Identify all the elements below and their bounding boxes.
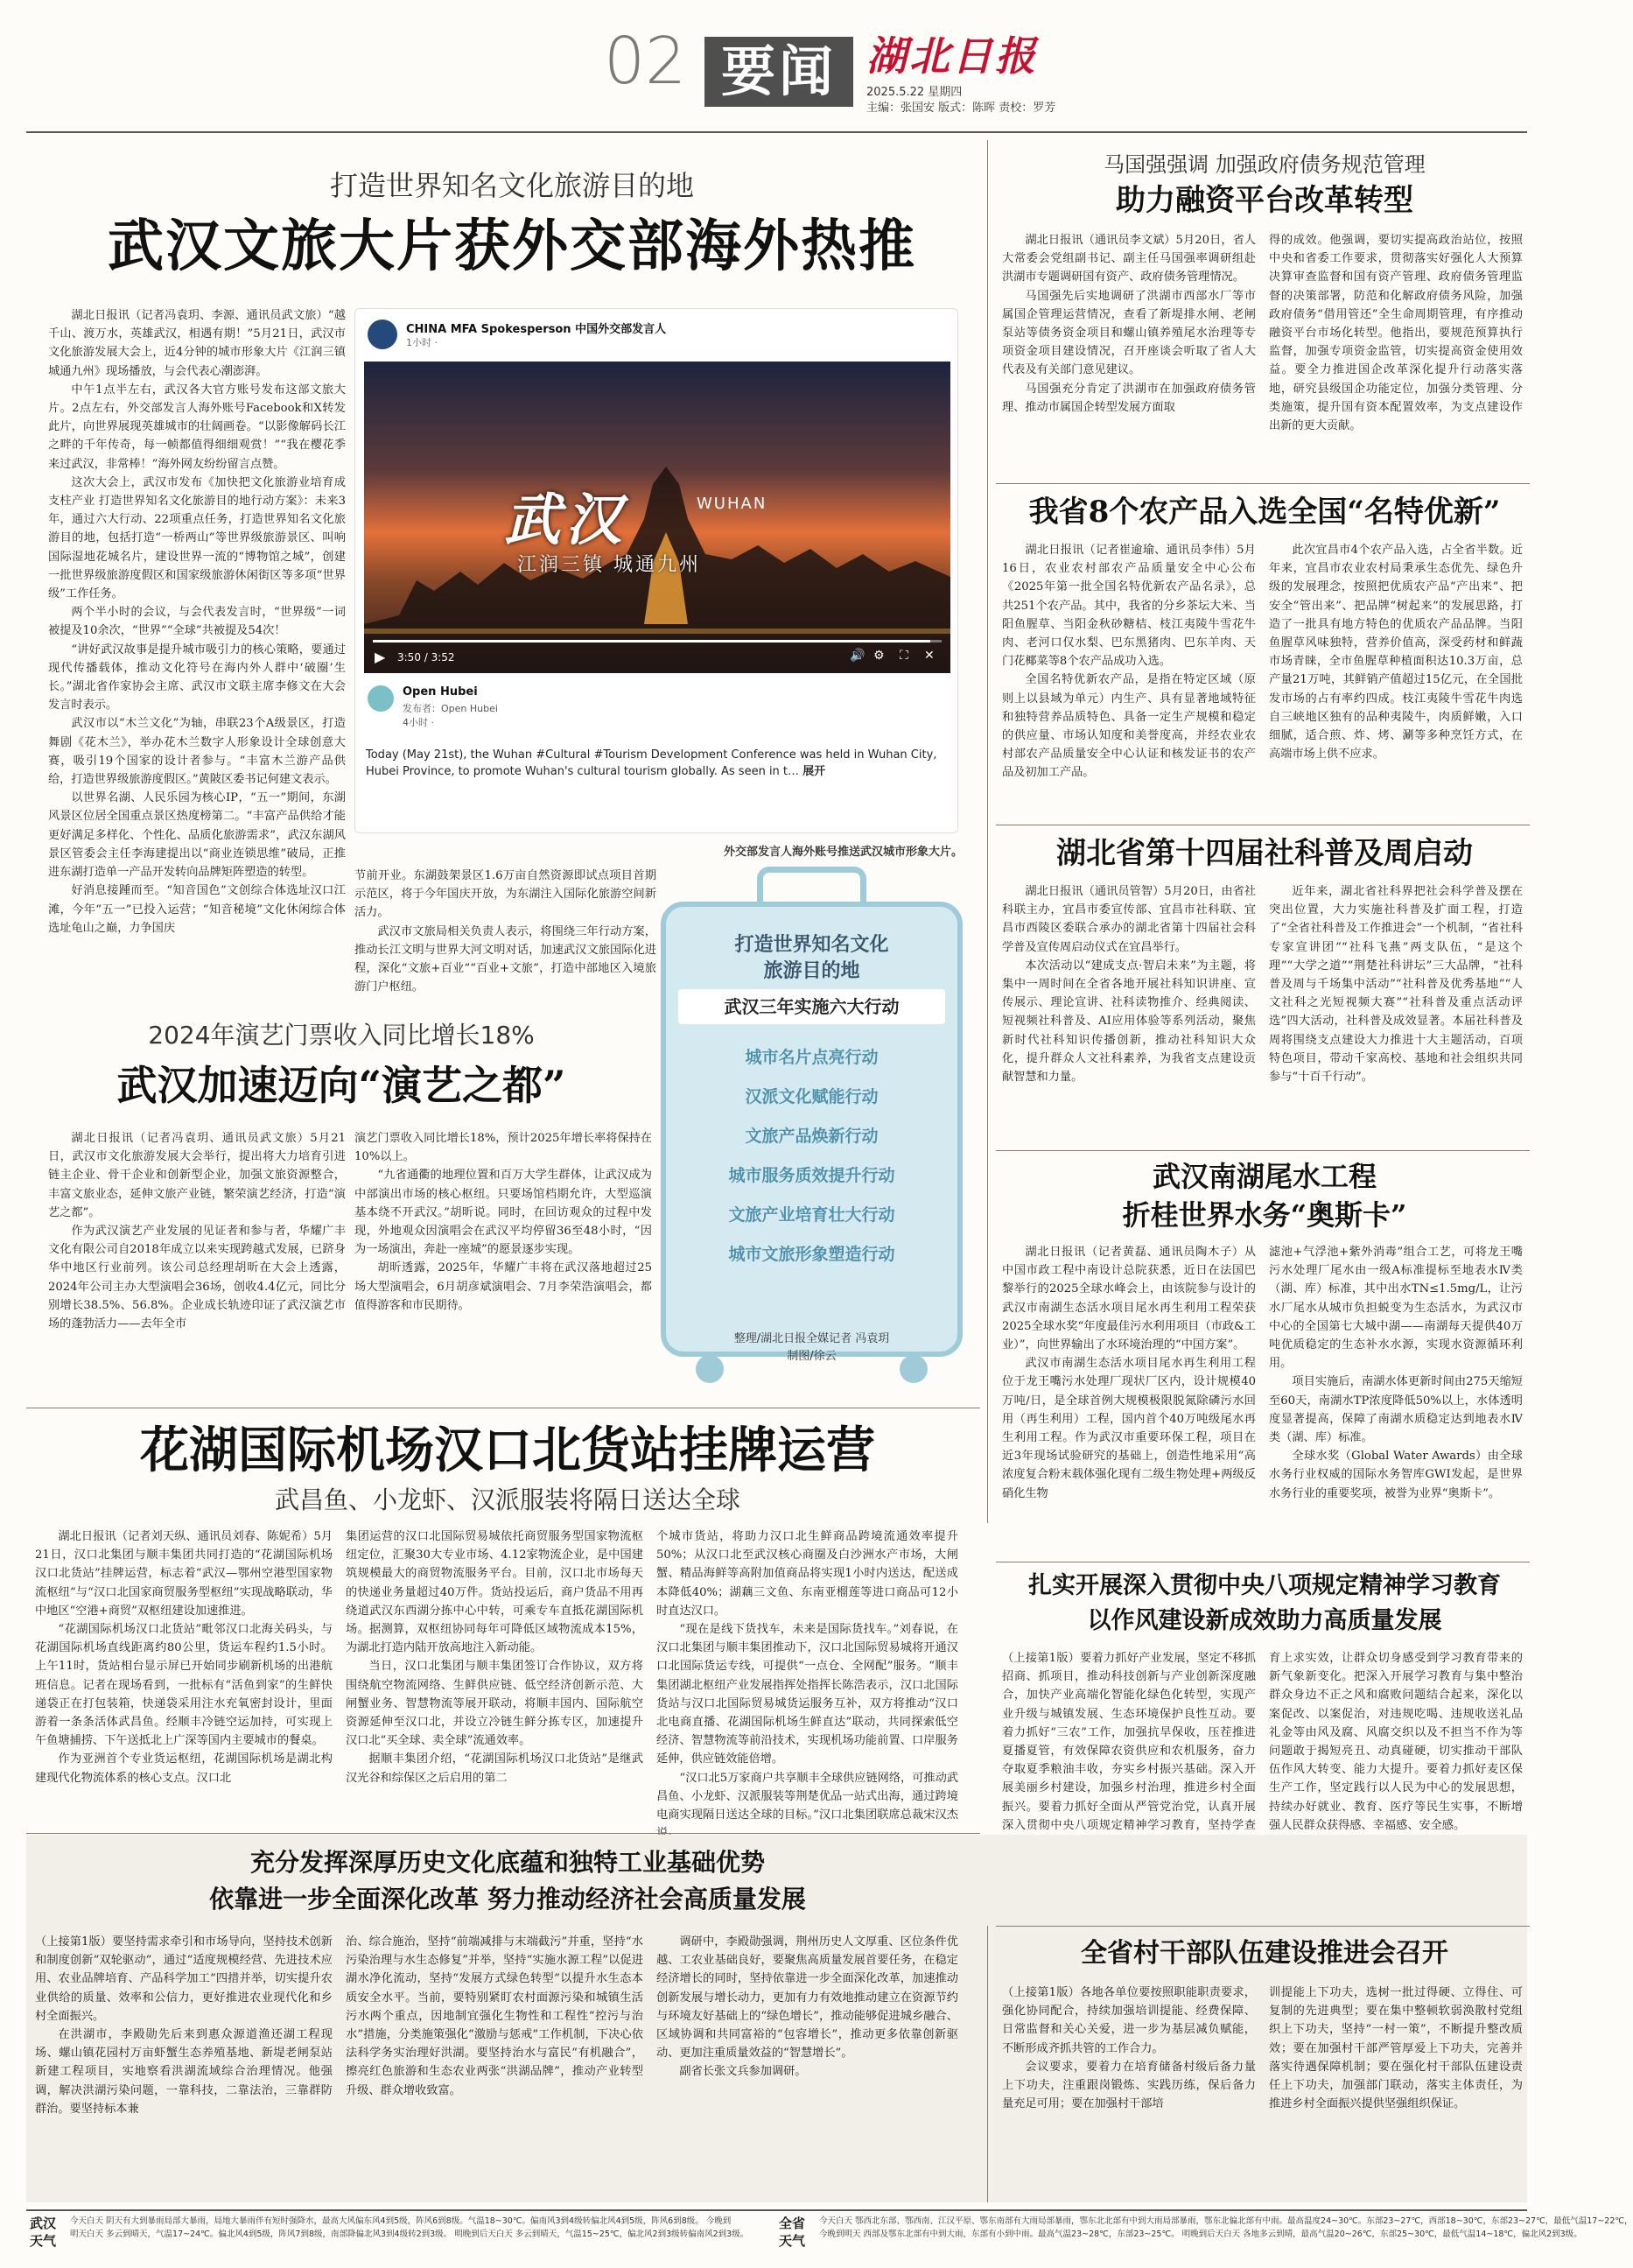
art3-col1 — [35, 1527, 333, 1821]
art3-para: 作为亚洲首个专业货运枢纽，花湖国际机场是湖北构建现代化物流体系的核心支点。汉口北 — [35, 1752, 333, 1785]
lead-para: 武汉市以“木兰文化”为轴，串联23个A级景区，打造舞剧《花木兰》，举办花木兰数字人形象设计全球创意大赛，吸引19个国家的设计者参与。“丰富木兰游产品供给，打造世界级旅游度假区。”黄陂区委书记何建文表示。 — [48, 717, 346, 787]
weather-province-line: 今天白天 鄂西北东部、鄂西南、江汉平原、鄂东南部有大雨局部暴雨，鄂东北北部有中到大雨局部暴雨，鄂东北偏北部有中雨。最高温度24~30℃。东部23~27℃，西部18~30℃，东部23~27℃，最低气温17~22℃， — [819, 2216, 1633, 2226]
shared-time: 4小时 · — [403, 717, 434, 728]
right1-para: 湖北日报讯（通讯员李文斌）5月20日，省人大常委会党组副书记、副主任马国强率调研组赴洪湖市专题调研国有资产、政府债务管理情况。 — [1002, 234, 1256, 284]
bottom-right-para: 会议要求，要着力在培育储备村级后备力量上下功夫，注重跟岗锻炼、实践历练，保后备力量充足可用；要在加强村干部培 — [1002, 2060, 1256, 2111]
bottom-left-col2 — [346, 1933, 643, 2195]
right1-para: 马国强先后实地调研了洪湖市西部水厂等市属国企管理运营情况，查看了新堤排水闸、老闸泵站等债务资金项目和螺山镇养殖尾水治理等专项资金项目建设情况，召开座谈会听取了省人大代表及有关部门意见建议。 — [1002, 289, 1256, 377]
video-subtitle: 江润三镇 城通九州 — [517, 554, 701, 576]
right2-para: 此次宜昌市4个农产品入选，占全省半数。近年来，宜昌市农业农村局秉承生态优先、绿色升级的发展理念，按照把优质农产品“产出来”、把安全“管出来”、把品牌“树起来”的发展思路，打造了一批具有地方特色的优质农产品品牌。当阳鱼腥草风味独特，营养价值高，深受药材和鲜蔬市场青睐，全市鱼腥草种植面积达10.3万亩，总产量21万吨，其鲜销产值超过15亿元，在全国批发市场的占有率约四成。枝江夷陵牛雪花牛肉选自三峡地区独有的品种夷陵牛，肉质鲜嫩，入口细腻，适合煎、炸、烤、涮等多种烹饪方式，在高端市场上供不应求。 — [1269, 544, 1523, 762]
post-text-body: Today (May 21st), the Wuhan #Cultural #Tourism Development Conference was held in Wuhan City, Hubei Province, to promote Wuhan's cultural tourism globally. As seen in t… — [366, 748, 937, 778]
art3-col2 — [346, 1527, 643, 1821]
lead-body — [48, 306, 346, 1024]
right4-col1 — [1002, 1243, 1256, 1551]
card-title-2: 旅游目的地 — [763, 959, 860, 982]
right5-headline-2: 以作风建设新成效助力高质量发展 — [1087, 1607, 1442, 1634]
right2-col1 — [1002, 541, 1256, 812]
card-handle — [757, 867, 866, 906]
video-time: 3:50 / 3:52 — [397, 651, 455, 664]
right2-para: 全国名特优新农产品，是指在特定区域（原则上以县域为单元）内生产、具有显著地域特征和独特营养品质特色、具备一定生产规模和稳定的供应量、市场认知度和美誉度高，并经农业农村部农产品质量安全中心认证和核发证书的农产品及初加工产品。 — [1002, 673, 1256, 780]
lead-para: 好消息接踵而至。“知音国色”文创综合体选址汉口江滩，今年“五一”已投入运营；“知音秘境”文化休闲综合体选址龟山之巅，力争国庆 — [48, 884, 346, 935]
card-credit-2: 制图/徐云 — [787, 1350, 837, 1363]
right4-para: 滤池+气浮池+紫外消毒”组合工艺，可将龙王嘴污水处理厂尾水由一级A标准提标至地表水Ⅳ类（湖、库）标准，其中出水TN≤1.5mg/L，让污水厂尾水从城市负担蜕变为生态活水，为武汉市中心的全国第七大城中湖——南湖每天提供40万吨优质稳定的生态补水水源，实现水资源循环利用。 — [1269, 1246, 1523, 1371]
card-item: 城市名片点亮行动 — [745, 1048, 879, 1067]
lead-para: 以世界名湖、人民乐园为核心IP，“五一”期间，东湖风景区位居全国重点景区热度榜第二。“丰富产品供给才能更好满足多样化、个性化、品质化旅游需求”，武汉东湖风景区管委会主任李海建提出以“商业连锁思维”破局，正推进东湖打造单一产品开发转向品牌矩阵塑造的转型。 — [48, 791, 346, 880]
paper-logo: 湖北日报 — [866, 32, 1038, 80]
weather-province-label — [779, 2215, 814, 2250]
card-list — [678, 1038, 945, 1274]
weather-tian: 天气 — [30, 2233, 57, 2249]
art2-para: “九省通衢的地理位置和百万大学生群体，让武汉成为中部演出市场的核心枢纽。只要场馆档期允许，大型巡演基本绕不开武汉。”胡昕说。同时，在回访观众的过程中发现，外地观众因演唱会在武汉平均停留36至48小时，“因为一场演出，奔赴一座城”的愿景逐步实现。 — [354, 1169, 652, 1257]
weather-province-text — [819, 2215, 1633, 2253]
video-player[interactable] — [364, 362, 950, 673]
weather-province: 全省 — [779, 2215, 806, 2231]
play-icon[interactable]: ▶ — [375, 649, 386, 665]
weather-rule — [26, 2209, 1527, 2211]
shared-by: 发布者：Open Hubei — [403, 703, 498, 714]
right4-headline-2: 折桂世界水务“奥斯卡” — [1122, 1198, 1407, 1232]
section-title: 要闻 — [720, 39, 837, 103]
video-title: 武汉 — [504, 488, 627, 553]
divider — [26, 1833, 980, 1834]
right4-headline-1: 武汉南湖尾水工程 — [1152, 1160, 1377, 1193]
weather-wuhan-line: 今天白天 阴天有大到暴雨局部大暴雨，局地大暴雨伴有短时强降水，最高大风偏东风4到5级，阵风6到8级。气温18~30℃。偏南风3到4级转偏北风4到5级，阵风6到8级。 今晚到 — [70, 2216, 732, 2226]
art2-para: 湖北日报讯（记者冯袁玥、通讯员武文旅）5月21日，武汉市文化旅游发展大会举行，提出将大力培育引进链主企业、骨干企业和创新型企业，加强文旅资源整合，丰富文旅业态，延伸文旅产业链，繁荣演艺经济，打造“演艺之都”。 — [48, 1132, 346, 1219]
right1-para: 马国强充分肯定了洪湖市在加强政府债务管理、推动市属国企转型发展方面取 — [1002, 382, 1256, 414]
lead-para: 湖北日报讯（记者冯袁玥、李源、通讯员武文旅）“越千山、渡万水，英雄武汉，相遇有期！”5月21日，武汉市文化旅游发展大会上，近4分钟的城市形象大片《江润三镇 城通九州》现场播放，与会代表心潮澎湃。 — [48, 309, 346, 378]
lead-headline: 武汉文旅大片获外交部海外热推 — [108, 214, 916, 279]
weather-city: 武汉 — [30, 2215, 57, 2231]
bottom-left-col3 — [656, 1933, 958, 2195]
art2-col1 — [48, 1129, 346, 1392]
divider — [996, 1926, 1530, 1927]
bottom-right-para: （上接第1版）各地各单位要按照职能职责要求，强化协同配合，持续加强培训提能、经费保障、日常监督和关心关爱，进一步为基层减负赋能，不断形成齐抓共管的工作合力。 — [1002, 1986, 1256, 2055]
city-skyline — [364, 362, 950, 673]
art2-para: 演艺门票收入同比增长18%，预计2025年增长率将保持在10%以上。 — [354, 1132, 652, 1164]
weather-wuhan — [70, 2215, 770, 2253]
bottom-right-headline: 全省村干部队伍建设推进会召开 — [1081, 1938, 1448, 1969]
lead-cont-para: 节前开业。东湖鼓架景区1.6万亩自然资源即试点项目首期示范区，将于今年国庆开放，为东湖注入国际化旅游空间新活力。 — [354, 869, 656, 920]
lead-para: “讲好武汉故事是提升城市吸引力的核心策略，要通过现代传播载体，推动文化符号在海内外人群中‘破圈’生长。”湖北省作家协会主席、武汉市文联主席李修文在大会发言时表示。 — [48, 642, 346, 713]
bottom-left-para: （上接第1版）要坚持需求牵引和市场导向，坚持技术创新和制度创新“双轮驱动”，通过“适度规模经营、先进技术应用、农业品牌培育、产品科学加工”四措并举，切实提升农业供给的质量、效率和公信力，更好推进农业现代化和乡村全面振兴。 — [35, 1935, 333, 2023]
card-item: 城市服务质效提升行动 — [728, 1166, 895, 1185]
right3-col1 — [1002, 882, 1256, 1143]
lead-para: 两个半小时的会议，与会代表发言时，“世界级”一词被提及10余次，“世界”“全球”共被提及54次！ — [48, 606, 346, 638]
art3-para: “现在是线下货找车，未来是国际货找车。”刘春说，在汉口北集团与顺丰集团推动下，汉口北国际贸易城将开通汉口北国际货运专线，可提供“一点仓、全网配”服务。“顺丰集团湖北枢纽产业发展指挥处指挥长陈浩表示，汉口北国际货站与汉口北国际贸易城货运服务互补，双方将推动“汉口北电商直播、花湖国际机场生鲜直达”联动，共同探索低空经济、智慧物流等前沿技术，实现机场功能前置、口岸服务延伸，供应链效能倍增。 — [656, 1623, 958, 1766]
right3-para: 本次活动以“建成支点·智启未来”为主题，将集中一周时间在全省各地开展社科知识讲座、宣传展示、理论宣讲、社科读物推介、经典阅读、短视频社科普及、AI应用体验等系列活动，聚焦新时代社科知识传播创新，推动社科知识大众化，提升群众人文社科素养，为我省支点建设贡献智慧和力量。 — [1002, 958, 1256, 1085]
lead-para: 中午1点半左右，武汉各大官方账号发布这部文旅大片。2点左右，外交部发言人海外账号Facebook和X转发此片，向世界展现英雄城市的壮阔画卷。“以影像解码长江之畔的千年传奇，每一帧都值得细细观赏！”“我在樱花季来过武汉，非常棒！”海外网友纷纷留言点赞。 — [48, 383, 346, 471]
card-item: 文旅产品焕新行动 — [745, 1127, 879, 1146]
post-more-link[interactable]: 展开 — [802, 765, 826, 778]
bottom-right-col1 — [1002, 1984, 1256, 2197]
right4-para: 全球水奖（Global Water Awards）由全球水务行业权威的国际水务智库GWI发起，是世界水务行业的重要奖项，被誉为业界“奥斯卡”。 — [1269, 1450, 1523, 1500]
weather-province-tian: 天气 — [779, 2233, 806, 2249]
weather-province-line: 今晚到明天 西部及鄂东北部有中到大雨，东部有小到中雨。最高气温23~28℃，东部23~25℃。 明晚到后天白天 各地多云到晴，最高气温20~26℃，东部25~30℃，最低气温14~18℃，偏北风2到3级。 — [819, 2229, 1582, 2239]
weather-wuhan-line: 明天白天 多云到晴天，气温17~24℃。偏北风4到5级，阵风7到8级，南部降偏北风3到4级转2到3级。 明晚到后天白天 多云到晴天，气温15~25℃，偏北风2到3级转偏南风2到3级。 — [70, 2229, 749, 2239]
card-title-1: 打造世界知名文化 — [734, 933, 889, 956]
divider — [996, 1150, 1530, 1151]
art3-para: “汉口北5万家商户共享顺丰全球供应链网络，可推动武昌鱼、小龙虾、汉派服装等荆楚优品一站式出海，通过跨境电商实现隔日送达全球的目标。”汉口北集团联席总裁宋汉杰 — [656, 1771, 958, 1822]
post-text — [366, 747, 943, 780]
video-progress-track[interactable] — [373, 640, 942, 642]
bottom-divider — [987, 1926, 988, 2202]
date-line: 2025.5.22 星期四 — [866, 86, 963, 99]
post-account[interactable]: CHINA MFA Spokesperson 中国外交部发言人 — [406, 323, 667, 336]
bottom-left-headline-2: 依靠进一步全面深化改革 努力推动经济社会高质量发展 — [209, 1885, 806, 1913]
weather-wuhan-label — [30, 2215, 65, 2250]
right1-col2 — [1269, 231, 1523, 487]
art2-para: 作为武汉演艺产业发展的见证者和参与者，华耀广丰文化有限公司自2018年成立以来实现跨越式发展，已跻身华中地区行业前列。该公司总经理胡昕在大会上透露，2024年公司主办大型演唱会36场，创收4.4亿元，同比分别增长38.5%、56.8%。企业成长轨迹印证了武汉演艺市场的蓬勃活力——去年全市 — [48, 1225, 346, 1331]
editor-line: 主编：张国安 版式：陈晖 责校：罗芳 — [866, 102, 1056, 115]
right1-kicker: 马国强强调 加强政府债务规范管理 — [1104, 152, 1426, 177]
volume-icon[interactable]: 🔊 — [850, 649, 866, 663]
divider — [996, 483, 1530, 484]
art3-para: 个城市货站，将助力汉口北生鲜商品跨境流通效率提升50%；从汉口北至武汉核心商圈及白沙洲水产市场，大闸蟹、精品海鲜等高附加值商品将实现1小时内送达，配送成本降低40%；湖藕三文鱼、东南亚榴莲等进口商品可12小时直达汉口。 — [656, 1530, 958, 1618]
shared-avatar — [368, 685, 394, 712]
art3-headline: 花湖国际机场汉口北货站挂牌运营 — [140, 1422, 875, 1479]
right3-headline: 湖北省第十四届社科普及周启动 — [1056, 836, 1473, 871]
art3-para: “花湖国际机场汉口北货站”毗邻汉口北海关码头，与花湖国际机场直线距离约80公里，货运车程约1.5小时。上午11时，货站相台显示屏已开始同步刷新机场的出港航班信息。记者在现场看到，一批标有“活鱼到家”的生鲜快递袋正在打包装箱，快递袋采用注水充氧密封设计，里面游着一条条活体武昌鱼。经顺丰冷链空运加持，可实现上午鱼塘捕捞、下午送抵北上广深等国内主要城市的餐桌。 — [35, 1623, 333, 1748]
card-item: 汉派文化赋能行动 — [745, 1087, 879, 1106]
right3-col2 — [1269, 882, 1523, 1143]
card-subtitle: 武汉三年实施六大行动 — [678, 989, 945, 1024]
bottom-right-para: 训提能上下功夫，选树一批过得硬、立得住、可复制的先进典型；要在集中整顿软弱涣散村党组织上下功夫，坚持“一村一策”，不断提升整改质效；要在加强村干部严管厚爱上下功夫，完善并落实待遇保障机制；要在强化村干部队伍建设责任上下功夫，加强部门联动，落实主体责任，为推进乡村全面振兴提供坚强组织保证。 — [1269, 1986, 1523, 2111]
video-progress-fill — [373, 640, 930, 642]
card-item: 城市文旅形象塑造行动 — [728, 1245, 895, 1264]
bottom-left-para: 治、综合施治，坚持“前端减排与末端截污”并重，坚持“水污染治理与水生态修复”并举，坚持“实施水源工程”以促进湖水净化流动，坚持“发展方式绿色转型”以提升水生态本质安全水平。当前，要特别紧盯农村面源污染和城镇生活污水两个重点，因地制宜强化生物性和工程性“控污与治水”措施，分类施策强化“激励与惩戒”工作机制，下决心依法科学务实治理好洪湖。要坚持治水与富民“有机融合”，擦亮红色旅游和生态农业两张“洪湖品牌”，推动产业转型升级、群众增收致富。 — [346, 1935, 643, 2097]
art3-col3 — [656, 1527, 958, 1821]
art2-kicker: 2024年演艺门票收入同比增长18% — [148, 1021, 535, 1050]
settings-icon[interactable]: ⚙ — [873, 649, 885, 663]
right5-para: （上接第1版）要着力抓好产业发展，坚定不移抓招商、抓项目，推动科技创新与产业创新深度融合，加快产业高端化智能化绿色化转型，实现产业升级与城镇发展、生态环境保护良性互动。要着力抓好“三农”工作，加强抗旱保收，压茬推进夏播夏管，有效保障农资供应和农机服务，奋力夺取夏季粮油丰收，夯实乡村振兴基础。深入开展美丽乡村建设，加强乡村治理，推进乡村全面振兴。要着力抓好全面从严管党治党，认真开展深入贯彻中央八项规定精神学习教育，坚持学查 — [1002, 1652, 1256, 1832]
shared-account[interactable]: Open Hubei — [403, 685, 478, 699]
page-number: 02 — [604, 24, 687, 99]
art3-para: 集团运营的汉口北国际贸易城依托商贸服务型国家物流枢纽定位，汇聚30大专业市场、4.12家物流企业，是中国建筑规模最大的商贸物流服务平台。目前，汉口北市场每天的快递业务量超过40万件。货站投运后，商户货品不用再绕道武汉东西湖分拣中心中转，可乘专车直抵花湖国际机场。据测算，双枢纽协同每年可降低区域物流成本15%，为湖北打造内陆开放高地注入新动能。 — [346, 1530, 643, 1655]
post-time: 1小时 · — [406, 337, 438, 348]
avatar — [368, 319, 397, 349]
right4-col2 — [1269, 1243, 1523, 1551]
right1-para: 得的成效。他强调，要切实提高政治站位，按照中央和省委工作要求，贯彻落实好强化人大预算决算审查监督和国有资产管理、政府债务管理监督的决策部署，防范和化解政府债务风险，加强政府债务“借用管还”全生命周期管理，有序推动融资平台市场化转型。他指出，要规范预算执行监督，加强专项资金监管，切实提高资金使用效益。要全力推进国企改革深化提升行动落实落地，研究县级国企功能定位，加强分类管理、分类施策，提升国有资本配置效率，为支点建设作出新的更大贡献。 — [1269, 234, 1523, 433]
right4-para: 项目实施后，南湖水体更新时间由275天缩短至60天，南湖水TP浓度降低50%以上，水体透明度显著提高，保障了南湖水质稳定达到地表水Ⅳ类（湖、库）标准。 — [1269, 1375, 1523, 1445]
right1-col1 — [1002, 231, 1256, 487]
bottom-left-para: 调研中，李殿勋强调，荆州历史人文厚重、区位条件优越、工农业基础良好，要聚焦高质量发展首要任务，在稳定经济增长的同时，坚持依靠进一步全面深化改革，加速推动创新发展与增长动力，更加有力有效地推动建立在资源节约与环境友好基础上的“绿色增长”，推动能够促进城乡融合、区域协调和共同富裕的“包容增长”，推动更多依靠创新驱动、更加注重质量效益的“智慧增长”。 — [656, 1935, 958, 2061]
right5-headline-1: 扎实开展深入贯彻中央八项规定精神学习教育 — [1028, 1572, 1501, 1599]
mute-icon[interactable]: ✕ — [924, 649, 935, 663]
main-divider — [987, 140, 988, 1523]
right5-para: 育上求实效，让群众切身感受到学习教育带来的新气象新变化。把深入开展学习教育与集中整治群众身边不正之风和腐败问题结合起来，深化以案促改、以案促治，对违规吃喝、违规收送礼品礼金等由风及腐、风腐交织以及不担当不作为等问题敢于揭短亮丑、动真碰硬，切实推动干部队伍作风大转变、能力大提升。要着力抓好麦区保生产工作，坚定践行以人民为中心的发展思想，持续办好就业、教育、医疗等民生实事，不断增强人民群众获得感、幸福感、安全感。 — [1269, 1652, 1523, 1832]
right3-para: 近年来，湖北省社科界把社会科学普及摆在突出位置，大力实施社科普及扩面工程，打造了“全省社科普及工作推进会”一个机制，“省社科专家宣讲团”“社科飞燕”两支队伍，“是这个理”“大学之道”“荆楚社科讲坛”三大品牌，“社科普及周与千场集中活动”“社科普及优秀基地”“人文社科之光短视频大赛”“社科普及重点活动评选”四大活动，社科普及成效显著。本届社科普及周将围绕支点建设大力推进十大主题活动，百项特色项目，带动千家高校、基地和社会组织共同参与“十百千行动”。 — [1269, 885, 1523, 1085]
lead-kicker: 打造世界知名文化旅游目的地 — [329, 169, 694, 202]
lead-continuation — [354, 867, 656, 998]
bottom-left-para: 在洪湖市，李殿勋先后来到惠众源道渔还湖工程现场、螺山镇花园村万亩虾蟹生态养殖基地、新堤老闸泵站新建工程项目，实地察看洪湖流域综合治理情况。他强调，解决洪湖污染问题，一靠科技，二靠法治，三靠群防群治。要坚持标本兼 — [35, 2028, 333, 2116]
info-card — [661, 867, 963, 1392]
art3-para: 湖北日报讯（记者刘天纵、通讯员刘春、陈妮希）5月21日，汉口北集团与顺丰集团共同打造的“花湖国际机场汉口北货站”挂牌运营，标志着“武汉—鄂州空港型国家物流枢纽”与“汉口北国家商贸服务型枢纽”实现战略联动，华中地区“空港+商贸”双枢纽建设加速推进。 — [35, 1530, 333, 1618]
photo-caption: 外交部发言人海外账号推送武汉城市形象大片。 — [723, 846, 963, 859]
card-item: 文旅产业培育壮大行动 — [728, 1205, 895, 1225]
bottom-left-headline-1: 充分发挥深厚历史文化底蕴和独特工业基础优势 — [249, 1848, 765, 1877]
bottom-right-col2 — [1269, 1984, 1523, 2197]
expand-icon[interactable]: ⛶ — [900, 649, 908, 663]
art2-headline: 武汉加速迈向“演艺之都” — [116, 1062, 566, 1109]
lead-cont-para: 武汉市文旅局相关负责人表示，将围绕三年行动方案，推动长江文明与世界大河文明对话，加速武汉文旅国际化进程，深化“文旅+百业”“百业+文旅”，打造中部地区入境旅游门户枢纽。 — [354, 924, 656, 994]
right4-para: 湖北日报讯（记者黄磊、通讯员陶木子）从中国市政工程中南设计总院获悉，近日在法国巴黎举行的2025全球水峰会上，由该院参与设计的武汉市南湖生态活水项目尾水再生利用工程荣获2025全球水奖“年度最佳污水利用项目（市政&工业）”，向世界输出了水环境治理的“中国方案”。 — [1002, 1246, 1256, 1352]
art3-para: 当日，汉口北集团与顺丰集团签订合作协议，双方将围绕航空物流网络、生鲜供应链、低空经济创新示范、大闸蟹业务、智慧物流等展开联动，将顺丰国内、国际航空资源延伸至汉口北，并设立冷链生鲜分拣专区，加速提升汉口北“买全球、卖全球”流通效率。 — [346, 1660, 643, 1748]
art2-col2 — [354, 1129, 652, 1392]
bottom-left-para: 副省长张文兵参加调研。 — [679, 2065, 807, 2079]
right2-headline: 我省8个农产品入选全国“名特优新” — [1028, 495, 1501, 530]
video-en: WUHAN — [697, 495, 767, 513]
right1-headline: 助力融资平台改革转型 — [1116, 183, 1413, 218]
art3-subhead: 武昌鱼、小龙虾、汉派服装将隔日送达全球 — [274, 1485, 740, 1514]
bottom-left-col1 — [35, 1933, 333, 2195]
right2-para: 湖北日报讯（记者崔逾瑜、通讯员李伟）5月16日，农业农村部农产品质量安全中心公布《2025年第一批全国名特优新农产品名录》，总共251个农产品。其中，我省的分乡茶坛大米、当阳鱼腥草、当阳金秋砂糖桔、枝江夷陵牛雪花牛肉、老河口仅水梨、巴东黑猪肉、巴东羊肉、天门花椰菜等8个农产品成功入选。 — [1002, 544, 1256, 669]
card-credit-1: 整理/湖北日报全媒记者 冯袁玥 — [733, 1332, 890, 1345]
art2-para: 胡昕透露，2025年，华耀广丰将在武汉落地超过25场大型演唱会，6月胡彦斌演唱会、7月李荣浩演唱会，都值得游客和市民期待。 — [354, 1261, 652, 1312]
right4-para: 武汉市南湖生态活水项目尾水再生利用工程位于龙王嘴污水处理厂现状厂区内，设计规模40万吨/日，是全球首例大规模极限脱氮除磷污水回用（再生利用）工程，国内首个40万吨级尾水再生利用工程。作为武汉市重要环保工程，项目在近3年现场试验研究的基础上，创造性地采用“高浓度复合粉末载体强化现有二级生物处理+两级反硝化生物 — [1002, 1357, 1256, 1500]
right2-col2 — [1269, 541, 1523, 812]
section-box — [704, 37, 853, 107]
social-post — [354, 308, 958, 833]
art3-para: 据顺丰集团介绍，“花湖国际机场汉口北货站”是继武汉光谷和综保区之后启用的第二 — [346, 1752, 643, 1785]
lead-para: 这次大会上，武汉市发布《加快把文化旅游业培育成支柱产业 打造世界知名文化旅游目的地行动方案》：未来3年，通过六大行动、22项重点任务，打造世界知名文化旅游目的地，包括打造“一桥两山”等世界级旅游景区、叫响国际湿地花城名片，建设世界一流的“博物馆之城”，创建一批世界级旅游度假区和国家级旅游休闲街区等多项“世界级”工作任务。 — [48, 475, 346, 601]
right3-para: 湖北日报讯（通讯员管智）5月20日，由省社科联主办，宜昌市委宣传部、宜昌市社科联、宜昌市西陵区委联合承办的湖北省第十四届社会科学普及宣传周启动仪式在宜昌举行。 — [1002, 885, 1256, 954]
masthead-rule — [26, 131, 1527, 133]
